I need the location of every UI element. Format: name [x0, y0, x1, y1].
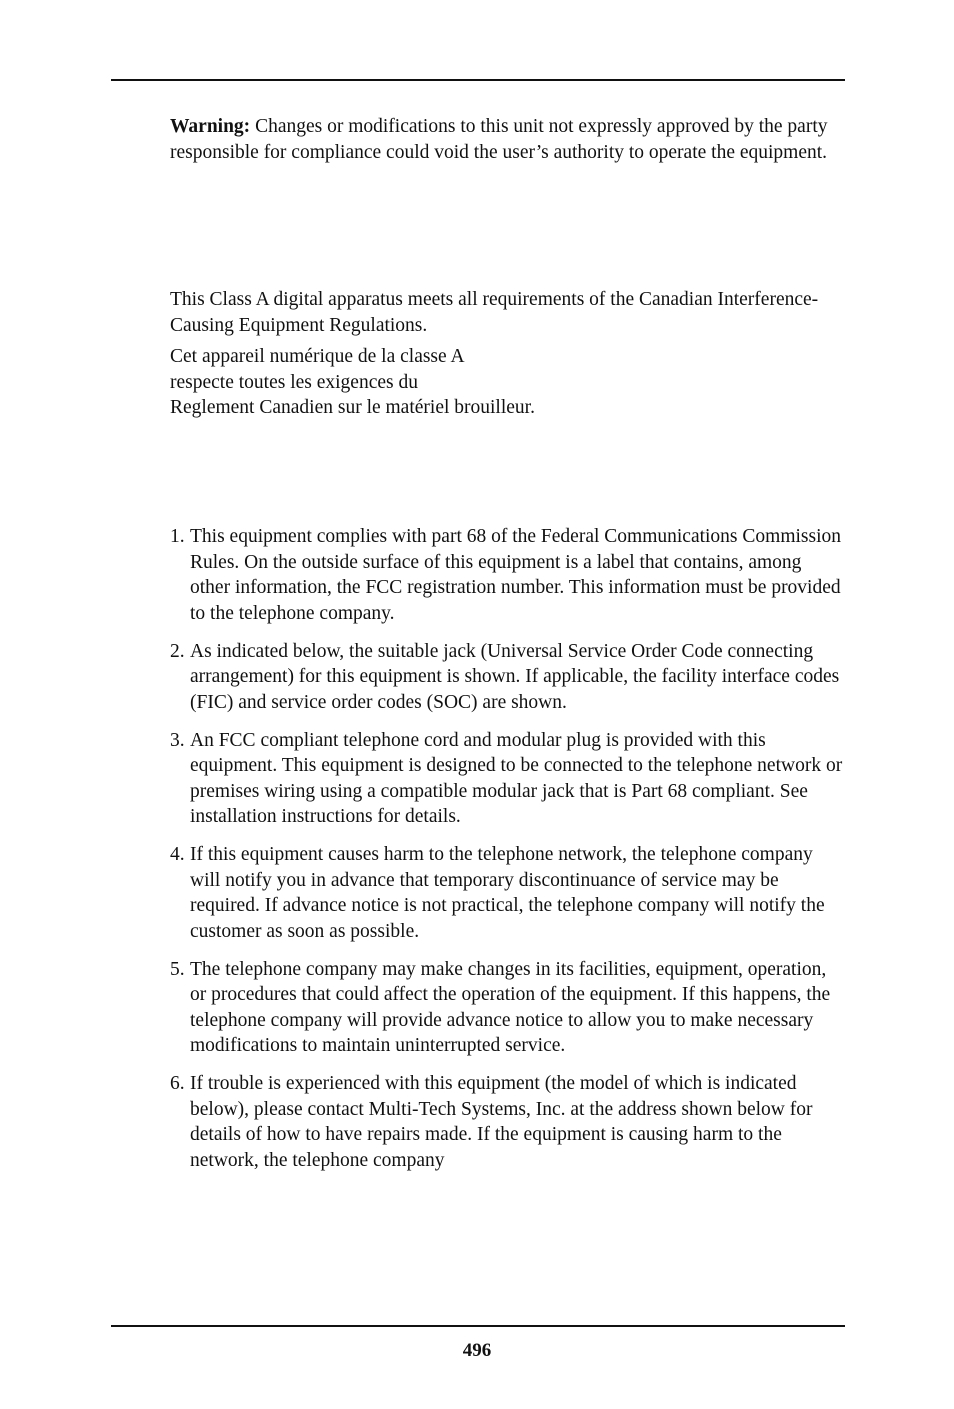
warning-paragraph	[170, 114, 845, 165]
page-number: 496	[462, 1340, 492, 1361]
list-item	[170, 728, 845, 830]
item-text: As indicated below, the suitable jack (Universal Service Order Code connecting arrangement) for this equipment is shown. If applicable, the facility interface codes (FIC) and service order codes (SOC) are shown.	[190, 640, 840, 713]
french-line: respecte toutes les exigences du	[170, 371, 418, 393]
item-number: 1.	[170, 526, 185, 547]
item-number: 5.	[170, 958, 185, 980]
item-number: 3.	[170, 729, 185, 751]
item-text: The telephone company may make changes in its facilities, equipment, operation, or procedures that could affect the operation of the equipment. If this happens, the telephone company will provide advance notice to allow you to make necessary modifications to maintain uninterrupted service.	[190, 958, 831, 1056]
list-item	[170, 1071, 845, 1173]
item-number: 4.	[170, 844, 185, 865]
header-rule	[111, 79, 845, 81]
item-text: If this equipment causes harm to the telephone network, the telephone company will notify you in advance that temporary discontinuance of service may be required. If advance notice is not practical, the telephone company will notify the customer as soon as possible.	[190, 844, 825, 942]
french-line: Cet appareil numérique de la classe A	[170, 346, 465, 367]
item-number: 6.	[170, 1073, 185, 1094]
list-item	[170, 957, 845, 1059]
french-line: Reglement Canadien sur le matériel brouilleur.	[170, 397, 535, 418]
item-number: 2.	[170, 640, 185, 662]
warning-label: Warning:	[170, 116, 251, 137]
fcc-requirements-list	[170, 524, 845, 1186]
list-item	[170, 524, 845, 626]
item-text: An FCC compliant telephone cord and modular plug is provided with this equipment. This equipment is designed to be connected to the telephone network or premises wiring using a compatible modular jack that is Part 68 compliant. See installation instructions for details.	[190, 729, 843, 827]
item-text: This equipment complies with part 68 of the Federal Communications Commission Rules. On the outside surface of this equipment is a label that contains, among other information, the FCC registration number. This information must be provided to the telephone company.	[190, 526, 842, 624]
list-item	[170, 842, 845, 944]
item-text: If trouble is experienced with this equipment (the model of which is indicated below), please contact Multi-Tech Systems, Inc. at the address shown below for details of how to have repairs made. If the equipment is causing harm to the network, the telephone company	[190, 1073, 813, 1171]
list-item	[170, 639, 845, 716]
canada-statement-english: This Class A digital apparatus meets all requirements of the Canadian Interference-Causing Equipment Regulations.	[170, 289, 819, 336]
canada-statement-french	[170, 344, 845, 421]
footer-rule	[111, 1325, 845, 1327]
warning-text: Changes or modifications to this unit not expressly approved by the party responsible for compliance could void the user’s authority to operate the equipment.	[170, 116, 828, 163]
